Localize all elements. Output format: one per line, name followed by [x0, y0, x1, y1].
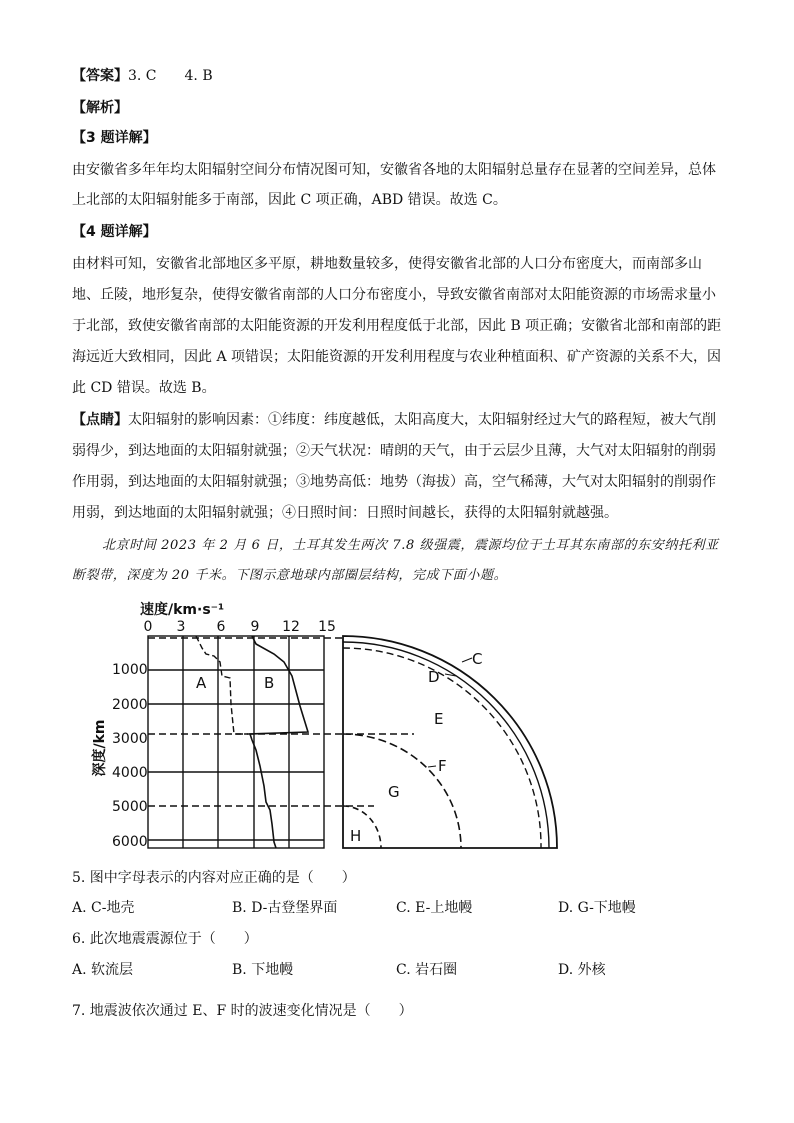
label-b: B: [264, 674, 275, 692]
speed-tick-6: 6: [216, 619, 226, 635]
leader-c: [462, 658, 472, 662]
speed-tick-0: 0: [143, 619, 153, 635]
intro-line-2: 断裂带，深度为 20 千米。下图示意地球内部圈层结构，完成下面小题。: [72, 568, 508, 583]
tip-line-3: 作用弱，到达地面的太阳辐射就强；③地势高低：地势（海拔）高，空气稀薄，大气对太阳辐射的削弱作: [72, 474, 716, 490]
boundary-dashes: [148, 638, 414, 806]
wave-b-curve: [250, 636, 308, 848]
question-5-option-a: A. C-地壳: [72, 900, 135, 916]
tip-tag: 【点睛】: [72, 412, 128, 428]
depth-tick-3000: 3000: [112, 731, 148, 747]
speed-tick-15: 15: [318, 619, 336, 635]
speed-tick-9: 9: [250, 619, 260, 635]
label-c: C: [472, 650, 483, 668]
q3-line-2: 上北部的太阳辐射能多于南部，因此 C 项正确，ABD 错误。故选 C。: [72, 192, 507, 208]
depth-tick-4000: 4000: [112, 765, 148, 781]
speed-axis-label: 速度/km·s⁻¹: [140, 602, 225, 618]
q4-line-2: 地、丘陵，地形复杂，使得安徽省南部的人口分布密度小，导致安徽省南部对太阳能资源的市场需求量小: [72, 287, 716, 303]
q4-line-1: 由材料可知，安徽省北部地区多平原，耕地数量较多，使得安徽省北部的人口分布密度大，而南部多山: [72, 256, 702, 272]
earth-quarter-section: [343, 636, 557, 848]
leader-f: [428, 766, 436, 767]
earth-structure-figure: [84, 596, 604, 858]
depth-tick-6000: 6000: [112, 834, 148, 850]
question-6-option-d: D. 外核: [558, 962, 606, 978]
label-h: H: [350, 827, 362, 845]
depth-tick-1000: 1000: [112, 662, 148, 678]
question-5-option-d: D. G-下地幔: [558, 900, 636, 916]
q3-tag: 【3 题详解】: [72, 130, 157, 146]
q4-tag: 【4 题详解】: [72, 224, 157, 240]
question-6-stem: 6. 此次地震震源位于（ ）: [72, 931, 258, 947]
question-5-option-b: B. D-古登堡界面: [232, 900, 338, 916]
depth-axis-label: 深度/km: [92, 719, 108, 777]
q4-line-4: 海远近大致相同，因此 A 项错误；太阳能资源的开发利用程度与农业种植面积、矿产资源的关系不大，因: [72, 349, 722, 365]
grid: [148, 636, 324, 848]
question-6-option-c: C. 岩石圈: [396, 962, 458, 978]
depth-tick-5000: 5000: [112, 799, 148, 815]
label-a: A: [196, 674, 207, 692]
q4-line-3: 于北部，致使安徽省南部的太阳能资源的开发利用程度低于北部，因此 B 项正确；安徽省北部和南部的距: [72, 318, 722, 334]
answer-tag: 【答案】: [72, 68, 128, 84]
tip-text-1: 太阳辐射的影响因素：①纬度：纬度越低，太阳高度大，太阳辐射经过大气的路程短，被大气削: [128, 412, 716, 428]
question-5-stem: 5. 图中字母表示的内容对应正确的是（ ）: [72, 870, 356, 886]
intro-line-1: 北京时间 2023 年 2 月 6 日，土耳其发生两次 7.8 级强震，震源均位于土耳其东南部的东安纳托利亚: [102, 538, 719, 553]
label-e: E: [434, 710, 444, 728]
tip-line-4: 用弱，到达地面的太阳辐射就强；④日照时间：日照时间越长，获得的太阳辐射就越强。: [72, 505, 618, 521]
tip-line-1: [72, 410, 716, 430]
label-d: D: [428, 668, 440, 686]
question-7-stem: 7. 地震波依次通过 E、F 时的波速变化情况是（ ）: [72, 1003, 413, 1019]
q4-line-5: 此 CD 错误。故选 B。: [72, 380, 216, 396]
question-6-option-a: A. 软流层: [72, 962, 134, 978]
q3-line-1: 由安徽省多年年均太阳辐射空间分布情况图可知，安徽省各地的太阳辐射总量存在显著的空间差异，总体: [72, 162, 716, 178]
tip-line-2: 弱得少，到达地面的太阳辐射就强；②天气状况：晴朗的天气，由于云层少且薄，大气对太阳辐射的削弱: [72, 443, 716, 459]
label-g: G: [388, 783, 400, 801]
speed-tick-12: 12: [282, 619, 300, 635]
question-6-option-b: B. 下地幔: [232, 962, 294, 978]
question-5-option-c: C. E-上地幔: [396, 900, 473, 916]
answer-line: [72, 66, 213, 86]
depth-tick-2000: 2000: [112, 697, 148, 713]
speed-tick-3: 3: [176, 619, 186, 635]
answer-text: 3. C 4. B: [128, 68, 213, 84]
label-f: F: [438, 757, 447, 775]
analysis-tag: 【解析】: [72, 100, 128, 116]
